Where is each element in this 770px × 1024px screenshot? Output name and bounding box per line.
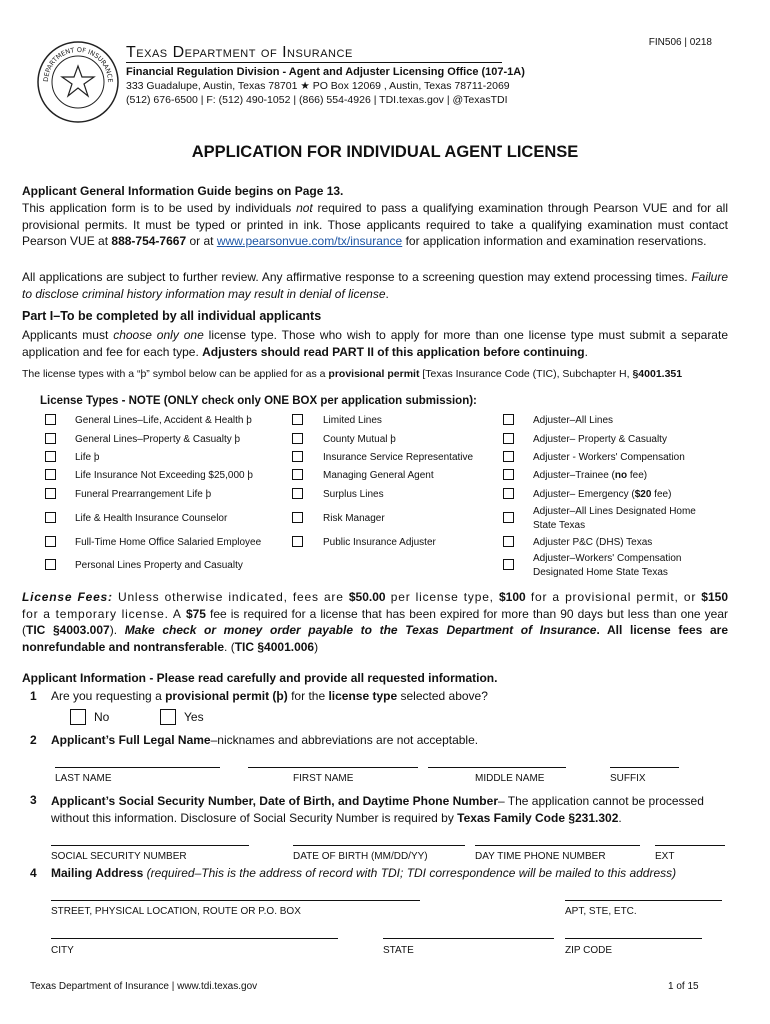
q2-text: Applicant’s Full Legal Name–nicknames and abbreviations are not acceptable.: [51, 733, 479, 747]
license-label: General Lines–Property & Casualty þ: [75, 434, 241, 445]
yes-label: Yes: [184, 710, 204, 724]
review-paragraph: All applications are subject to further review. Any affirmative response to a screening question may extend processing times. Failure to disclose criminal history information may result in denial of license.: [22, 270, 728, 301]
apt-label: APT, STE, ETC.: [565, 906, 637, 917]
license-label: Adjuster - Workers' Compensation: [533, 452, 685, 463]
license-label-cont: State Texas: [533, 520, 586, 531]
license-checkbox[interactable]: [45, 512, 56, 523]
license-label: Adjuster–Workers' Compensation: [533, 553, 682, 564]
license-label: Adjuster–Trainee (no fee): [533, 470, 648, 481]
phone-field[interactable]: [475, 845, 640, 846]
city-field[interactable]: [51, 938, 338, 939]
street-label: STREET, PHYSICAL LOCATION, ROUTE OR P.O. BOX: [51, 906, 301, 917]
suffix-label: SUFFIX: [610, 773, 646, 784]
last-name-label: LAST NAME: [55, 773, 112, 784]
license-checkbox[interactable]: [503, 512, 514, 523]
q4-number: 4: [30, 866, 37, 880]
license-checkbox[interactable]: [292, 451, 303, 462]
provisional-note: The license types with a “þ” symbol below can be applied for as a provisional permit [Texas Insurance Code (TIC), Subchapter H, §4001.351: [22, 368, 683, 380]
license-label: Life þ: [75, 452, 100, 463]
license-label: Managing General Agent: [323, 470, 434, 481]
city-label: CITY: [51, 945, 74, 956]
first-name-field[interactable]: [248, 767, 418, 768]
provisional-yes-checkbox[interactable]: [160, 709, 176, 725]
page-title: APPLICATION FOR INDIVIDUAL AGENT LICENSE: [191, 143, 579, 161]
applicant-heading: Applicant Information - Please read carefully and provide all requested information.: [22, 671, 498, 685]
division-name: Financial Regulation Division - Agent and Adjuster Licensing Office (107-1A): [126, 66, 525, 78]
guide-heading: Applicant General Information Guide begins on Page 13.: [22, 184, 344, 198]
license-label: Life & Health Insurance Counselor: [75, 513, 228, 524]
q3-text: Applicant’s Social Security Number, Date of Birth, and Daytime Phone Number– The application cannot be processed without this information. Disclosure of Social Security Number is required by Texas Family Code §231.302.: [51, 794, 704, 825]
q1-text: Are you requesting a provisional permit (þ) for the license type selected above?: [51, 689, 488, 703]
street-field[interactable]: [51, 900, 420, 901]
form-code: FIN506 | 0218: [648, 37, 712, 48]
state-label: STATE: [383, 945, 414, 956]
license-checkbox[interactable]: [45, 536, 56, 547]
dob-field[interactable]: [293, 845, 465, 846]
provisional-no-checkbox[interactable]: [70, 709, 86, 725]
license-label: General Lines–Life, Accident & Health þ: [75, 415, 252, 426]
license-label: Adjuster P&C (DHS) Texas: [533, 537, 653, 548]
license-checkbox[interactable]: [292, 433, 303, 444]
license-label: Surplus Lines: [323, 489, 384, 500]
license-label-cont: Designated Home State Texas: [533, 567, 668, 578]
q1-number: 1: [30, 689, 37, 703]
q3-number: 3: [30, 793, 37, 807]
license-label: Life Insurance Not Exceeding $25,000 þ: [75, 470, 253, 481]
license-checkbox[interactable]: [503, 469, 514, 480]
license-label: Risk Manager: [323, 513, 385, 524]
address-line: 333 Guadalupe, Austin, Texas 78701 ★ PO Box 12069 , Austin, Texas 78711-2069: [126, 80, 510, 92]
license-label: Adjuster–All Lines: [533, 415, 614, 426]
page-number: 1 of 15: [668, 981, 699, 992]
license-label: Full-Time Home Office Salaried Employee: [75, 537, 262, 548]
license-fees-paragraph: License Fees: Unless otherwise indicated, fees are $50.00 per license type, $100 for a provisional permit, or $150 for a temporary license. A $75 fee is required for a license that has been expired for more than 90 days but less than one year (TIC §4003.007). Make check or money order payable to the Texas Department of Insurance. All license fees are nonrefundable and nontransferable. (TIC §4001.006): [22, 590, 728, 654]
zip-label: ZIP CODE: [565, 945, 613, 956]
license-label: Funeral Prearrangement Life þ: [75, 489, 212, 500]
last-name-field[interactable]: [55, 767, 220, 768]
part1-paragraph: Applicants must choose only one license type. Those who wish to apply for more than one license type must submit a separate application and fee for each type. Adjusters should read PART II of this application before continuing.: [22, 328, 728, 359]
license-checkbox[interactable]: [45, 488, 56, 499]
license-checkbox[interactable]: [45, 469, 56, 480]
ssn-label: SOCIAL SECURITY NUMBER: [51, 851, 187, 862]
middle-name-field[interactable]: [428, 767, 566, 768]
agency-name: Texas Department of Insurance: [126, 44, 353, 61]
license-checkbox[interactable]: [503, 414, 514, 425]
license-label: Limited Lines: [323, 415, 382, 426]
svg-text:DEPARTMENT OF INSURANCE · TEXA: [36, 40, 114, 83]
part1-heading: Part I–To be completed by all individual applicants: [22, 309, 322, 323]
license-label: Insurance Service Representative: [323, 452, 474, 463]
license-label: Personal Lines Property and Casualty: [75, 560, 243, 571]
contact-line: (512) 676-6500 | F: (512) 490-1052 | (866) 554-4926 | TDI.texas.gov | @TexasTDI: [126, 94, 508, 106]
license-label: Adjuster– Emergency ($20 fee): [533, 489, 672, 500]
license-checkbox[interactable]: [503, 536, 514, 547]
seal-text: DEPARTMENT OF INSURANCE: [41, 45, 115, 83]
license-checkbox[interactable]: [45, 451, 56, 462]
ext-label: EXT: [655, 851, 675, 862]
no-label: No: [94, 710, 110, 724]
license-checkbox[interactable]: [45, 559, 56, 570]
license-checkbox[interactable]: [292, 512, 303, 523]
license-checkbox[interactable]: [292, 488, 303, 499]
zip-field[interactable]: [565, 938, 702, 939]
license-checkbox[interactable]: [503, 451, 514, 462]
license-label: Adjuster– Property & Casualty: [533, 434, 667, 445]
license-checkbox[interactable]: [45, 414, 56, 425]
license-checkbox[interactable]: [292, 469, 303, 480]
q4-text: Mailing Address (required–This is the address of record with TDI; TDI correspondence will be mailed to this address): [51, 866, 677, 880]
license-checkbox[interactable]: [503, 559, 514, 570]
license-checkbox[interactable]: [503, 488, 514, 499]
star-icon: ★: [300, 80, 310, 92]
pearson-link[interactable]: www.pearsonvue.com/tx/insurance: [216, 234, 403, 248]
license-checkbox[interactable]: [292, 536, 303, 547]
suffix-field[interactable]: [610, 767, 679, 768]
middle-name-label: MIDDLE NAME: [475, 773, 545, 784]
footer-left: Texas Department of Insurance | www.tdi.texas.gov: [30, 981, 258, 992]
ext-field[interactable]: [655, 845, 725, 846]
guide-paragraph: This application form is to be used by individuals not required to pass a qualifying examination through Pearson VUE and for all provisional permits. It must be typed or printed in ink. Those applicants required to take a qualifying examination must contact Pearson VUE at 888-754-7667 or at www.pearsonvue.com/tx/insurance for application information and examination reservations.: [22, 201, 728, 248]
apt-field[interactable]: [565, 900, 722, 901]
first-name-label: FIRST NAME: [293, 773, 354, 784]
dob-label: DATE OF BIRTH (MM/DD/YY): [293, 851, 428, 862]
license-label: Adjuster–All Lines Designated Home: [533, 506, 696, 517]
phone-label: DAY TIME PHONE NUMBER: [475, 851, 606, 862]
license-types-heading: License Types - NOTE (ONLY check only ONE BOX per application submission):: [40, 395, 477, 407]
license-checkbox[interactable]: [45, 433, 56, 444]
license-checkbox[interactable]: [292, 414, 303, 425]
tdi-seal: [36, 40, 120, 124]
license-label: Public Insurance Adjuster: [323, 537, 436, 548]
q2-number: 2: [30, 733, 37, 747]
state-field[interactable]: [383, 938, 554, 939]
ssn-field[interactable]: [51, 845, 249, 846]
license-label: County Mutual þ: [323, 434, 396, 445]
license-checkbox[interactable]: [503, 433, 514, 444]
